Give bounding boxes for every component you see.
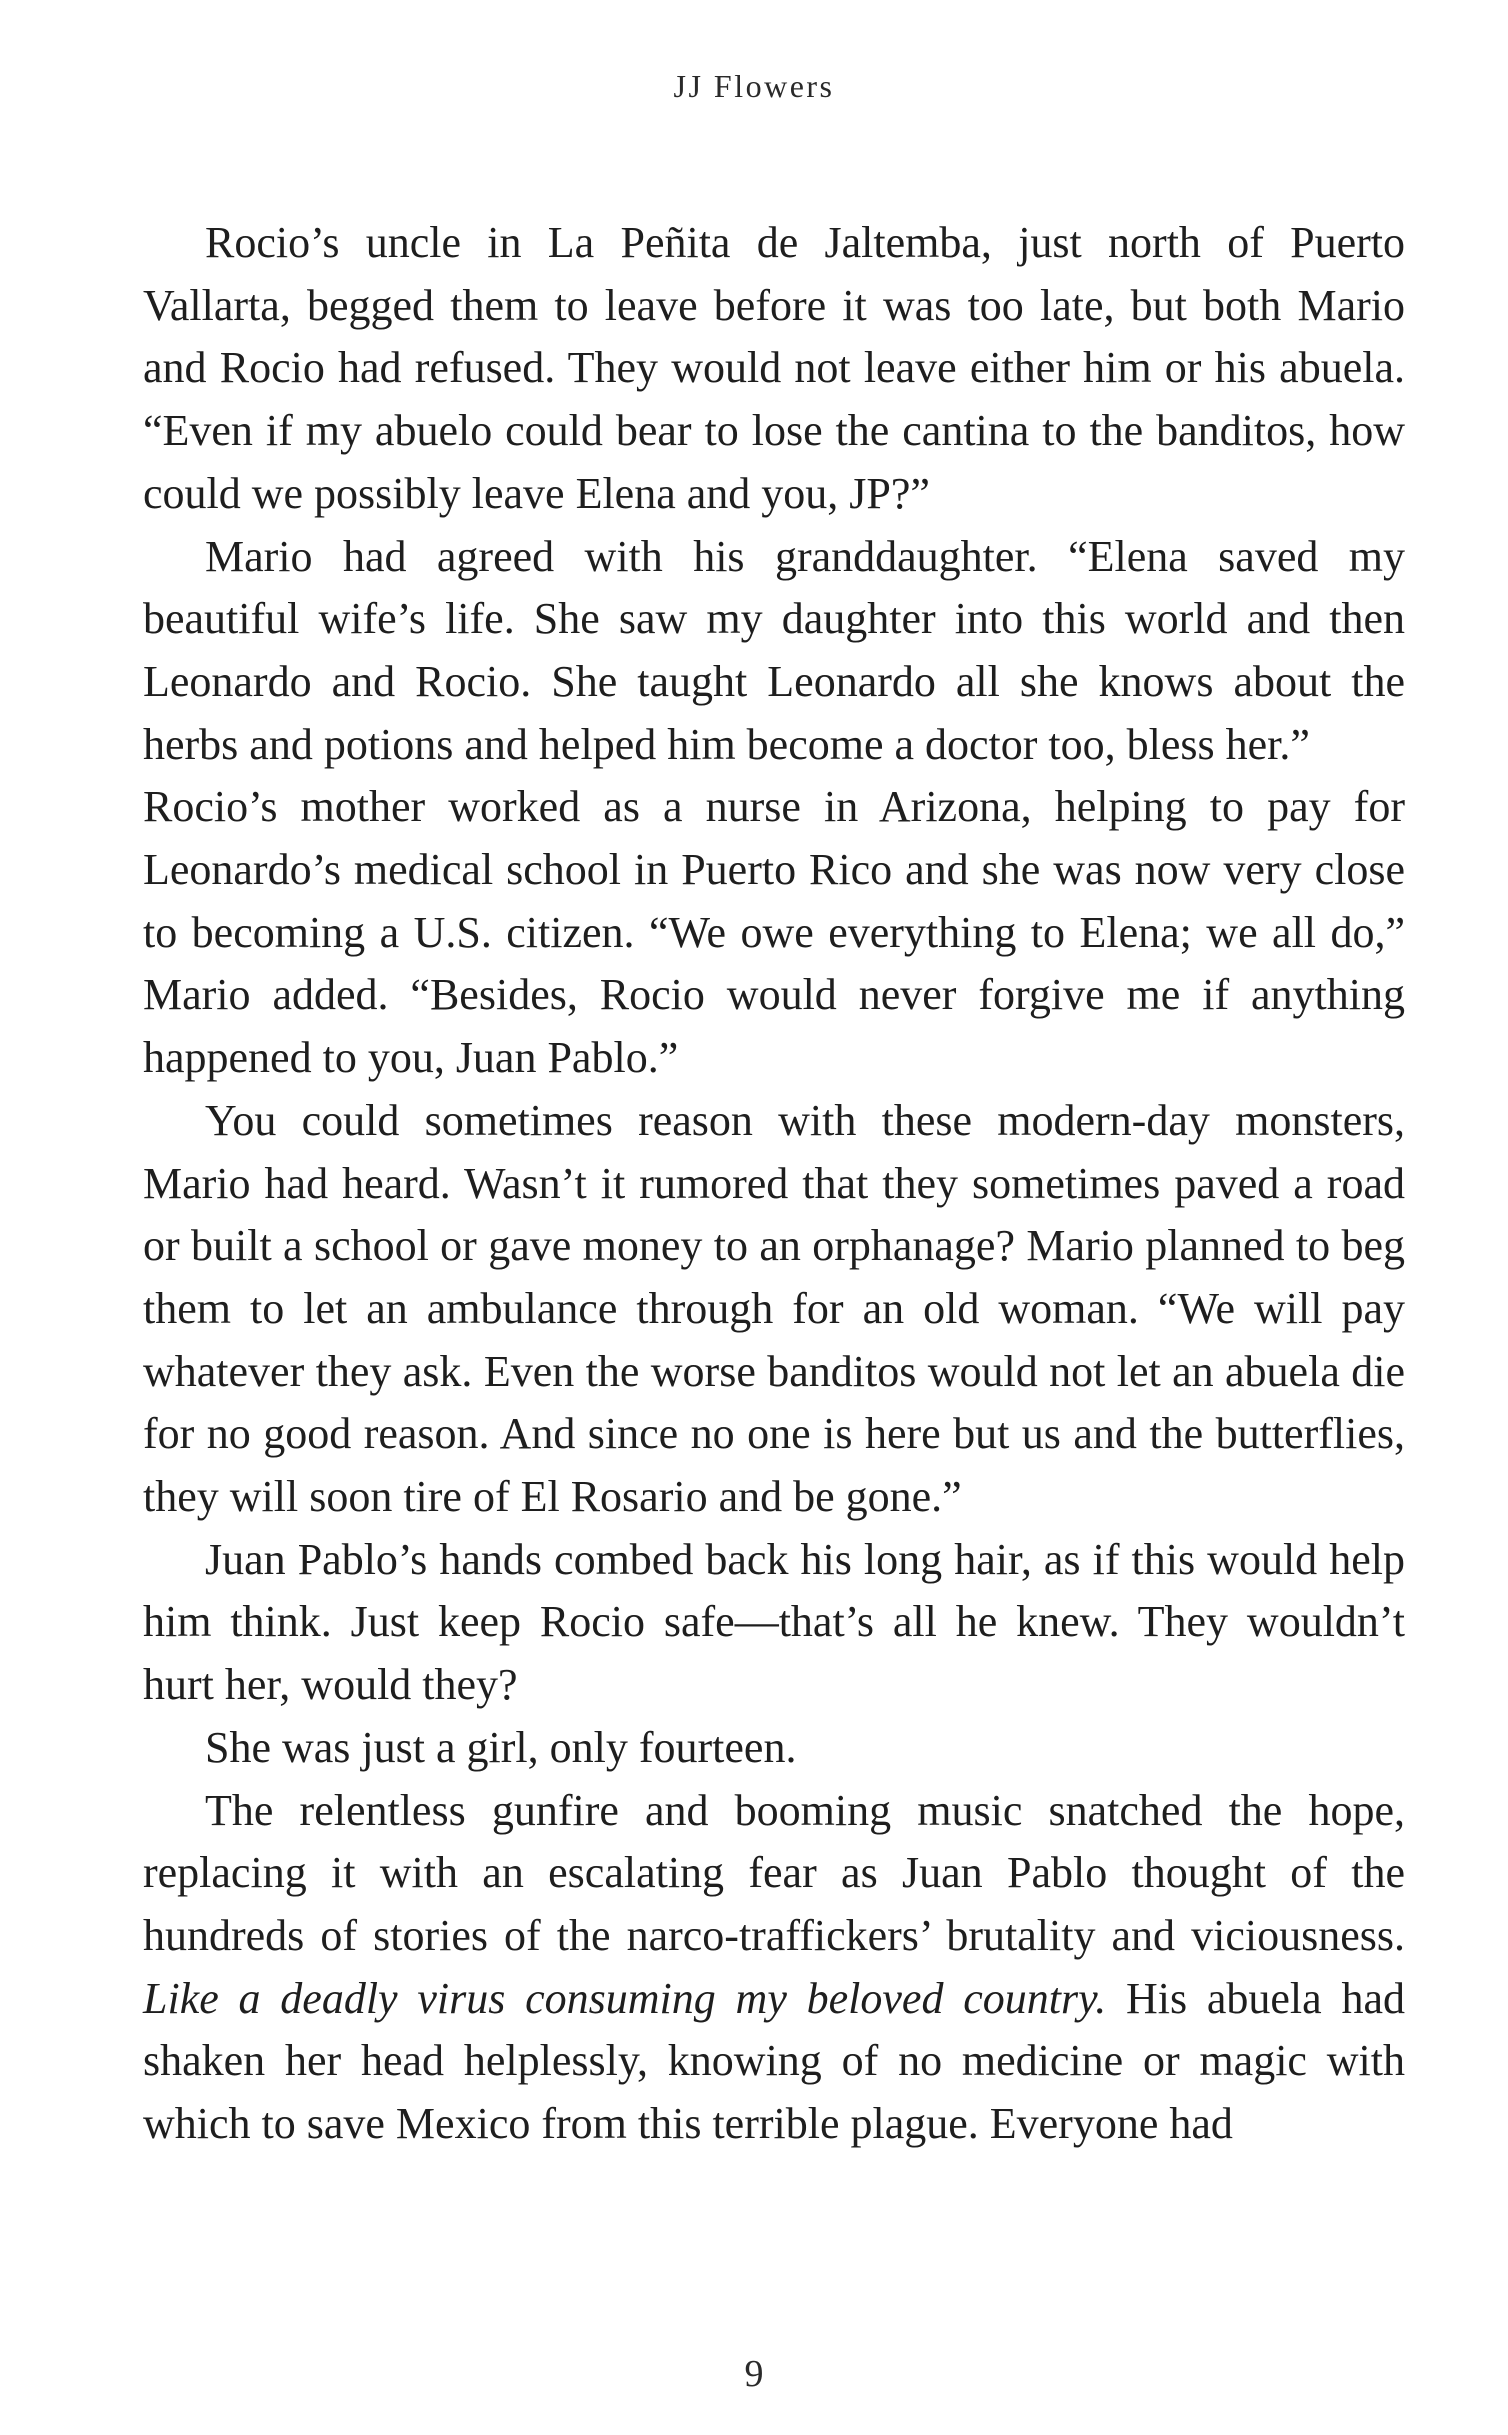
running-head: JJ Flowers [673, 68, 835, 104]
paragraph [143, 1780, 1405, 2156]
paragraph-text: The relentless gunfire and booming music snatched the hope, replacing it with an escalating fear as Juan Pablo thought of the hundreds of stories of the narco-traffickers’ brutality and viciousness. [143, 1785, 1405, 1960]
italic-thought: Like a deadly virus consuming my beloved country. [143, 1973, 1107, 2023]
paragraph: Rocio’s uncle in La Peñita de Jaltemba, just north of Puerto Vallarta, begged them to leave before it was too late, but both Mario and Rocio had refused. They would not leave either him or his abuela. “Even if my abuelo could bear to lose the cantina to the banditos, how could we possibly leave Elena and you, JP?” [143, 218, 1405, 518]
paragraph: She was just a girl, only fourteen. [205, 1722, 797, 1772]
body-text [143, 212, 1405, 2156]
paragraph: Juan Pablo’s hands combed back his long hair, as if this would help him think. Just keep Rocio safe—that’s all he knew. They wouldn’t hurt her, would they? [143, 1534, 1405, 1710]
page-number: 9 [744, 2353, 764, 2395]
paragraph-text: His abuela had shaken her head helplessly, knowing of no medicine or magic with which to save Mexico from this terrible plague. Everyone had [143, 1973, 1405, 2149]
paragraph: You could sometimes reason with these modern-day monsters, Mario had heard. Wasn’t it rumored that they sometimes paved a road or built a school or gave money to an orphanage? Mario planned to beg them to let an ambulance through for an old woman. “We will pay whatever they ask. Even the worse banditos would not let an abuela die for no good reason. And since no one is here but us and the butterflies, they will soon tire of El Rosario and be gone.” [143, 1095, 1405, 1522]
paragraph: Mario had agreed with his granddaughter. “Elena saved my beautiful wife’s life. She saw my daughter into this world and then Leonardo and Rocio. She taught Leonardo all she knows about the herbs and potions and helped him become a doctor too, bless her.” [143, 531, 1405, 769]
paragraph: Rocio’s mother worked as a nurse in Arizona, helping to pay for Leonardo’s medical school in Puerto Rico and she was now very close to becoming a U.S. citizen. “We owe everything to Elena; we all do,” Mario added. “Besides, Rocio would never forgive me if anything happened to you, Juan Pablo.” [143, 782, 1405, 1083]
